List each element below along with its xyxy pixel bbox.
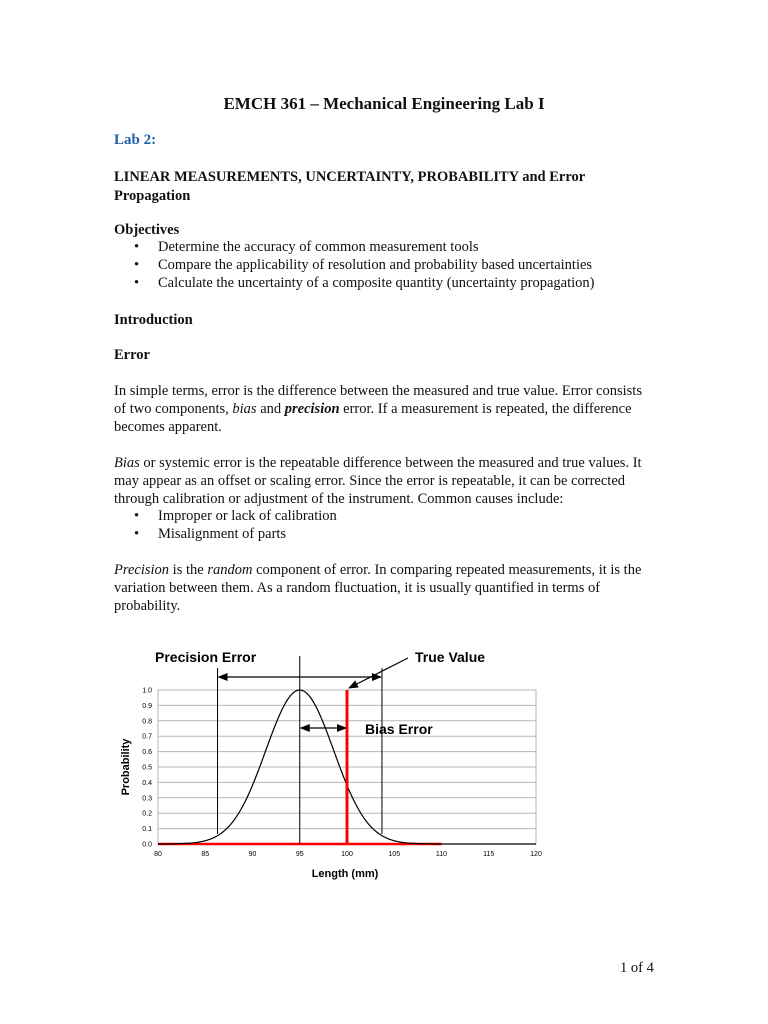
text-span: In simple terms, error is the difference between the measured and true value. Error consists of two components, (114, 383, 642, 417)
list-item: • Determine the accuracy of common measurement tools (134, 238, 594, 256)
bias-error-label: Bias Error (365, 721, 433, 737)
text-span: error. If a measurement is repeated, the difference becomes apparent. (114, 401, 632, 435)
section-heading: LINEAR MEASUREMENTS, UNCERTAINTY, PROBABILITY and Error Propagation (114, 169, 585, 204)
y-tick-label: 0.8 (142, 718, 152, 726)
y-tick-label: 0.2 (142, 810, 152, 818)
bias-term: bias (232, 401, 257, 417)
x-tick-label: 120 (530, 851, 542, 858)
random-term: random (207, 562, 253, 578)
y-tick-label: 0.7 (142, 733, 152, 741)
precision-error-label: Precision Error (155, 649, 257, 665)
text-span: is the (169, 562, 208, 578)
y-tick-label: 0.6 (142, 749, 152, 757)
objectives-heading: Objectives (114, 222, 180, 238)
bias-causes-list (134, 507, 337, 543)
document-title: EMCH 361 – Mechanical Engineering Lab I (223, 94, 545, 113)
x-tick-label: 110 (435, 851, 448, 858)
x-tick-label: 90 (248, 851, 257, 858)
list-item: • Misalignment of parts (134, 525, 337, 543)
text-span: or systemic error is the repeatable difference between the measured and true values. It may appear as an offset or scaling error. Since the error is repeatable, it can be corrected through calibration or adjustment of the instrument. Common causes include: (114, 455, 642, 507)
precision-term: precision (284, 401, 340, 417)
precision-term: Precision (114, 562, 170, 578)
y-axis-label: Probability (120, 738, 132, 796)
bias-term: Bias (114, 455, 140, 471)
list-item: • Improper or lack of calibration (134, 507, 337, 525)
x-tick-label: 115 (483, 851, 495, 858)
error-heading: Error (114, 347, 150, 363)
page-number: 1 of 4 (620, 960, 654, 976)
x-axis-label: Length (mm) (311, 868, 379, 880)
objectives-list (134, 238, 594, 292)
error-chart (100, 630, 570, 900)
true-value-arrow (349, 658, 408, 688)
true-value-label: True Value (415, 649, 486, 665)
y-tick-label: 0.1 (142, 826, 152, 834)
x-tick-label: 105 (388, 851, 401, 858)
y-tick-label: 0.3 (142, 795, 152, 803)
y-tick-label: 1.0 (142, 687, 152, 695)
x-tick-label: 80 (154, 851, 162, 858)
y-tick-label: 0.5 (142, 764, 152, 772)
introduction-heading: Introduction (114, 312, 193, 328)
x-tick-label: 85 (201, 851, 210, 858)
x-tick-label: 95 (295, 851, 304, 858)
lab-label: Lab 2: (114, 132, 157, 148)
text-span: and (256, 401, 285, 417)
paragraph-bias (114, 454, 654, 508)
y-tick-label: 0.9 (142, 702, 152, 710)
list-item: • Calculate the uncertainty of a composite quantity (uncertainty propagation) (134, 274, 594, 292)
text-span: component of error. In comparing repeated measurements, it is the variation between them. As a random fluctuation, it is usually quantified in terms of probability. (114, 562, 642, 614)
y-tick-label: 0.0 (142, 841, 152, 849)
list-item: • Compare the applicability of resolution and probability based uncertainties (134, 256, 594, 274)
y-tick-label: 0.4 (142, 779, 152, 787)
x-tick-label: 100 (341, 851, 353, 858)
paragraph-error (114, 382, 654, 436)
paragraph-precision (114, 561, 654, 615)
